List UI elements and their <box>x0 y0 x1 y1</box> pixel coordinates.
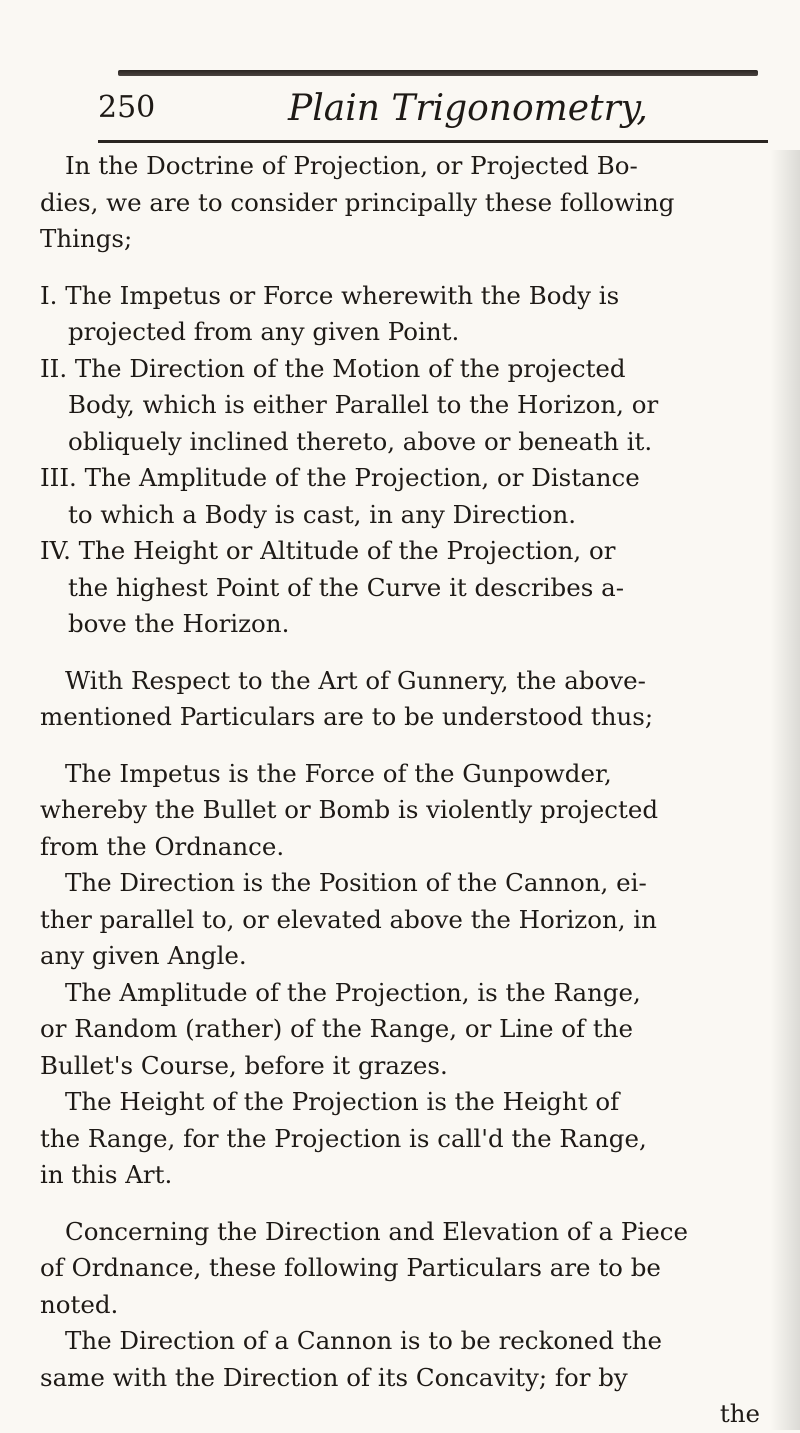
list-item-2: II. The Direction of the Motion of the projected <box>40 353 626 383</box>
paragraph-definitions <box>40 756 760 1194</box>
paragraph-ordnance <box>40 1214 760 1433</box>
text-line: whereby the Bullet or Bomb is violently projected <box>40 795 659 824</box>
list-item-1: I. The Impetus or Force wherewith the Body is <box>40 280 620 310</box>
text-line: The Impetus is the Force of the Gunpowder, <box>65 758 612 788</box>
header-rule <box>98 140 768 143</box>
paragraph-intro <box>40 148 760 258</box>
top-rule <box>118 70 758 76</box>
text-line: noted. <box>40 1289 119 1319</box>
page-number: 250 <box>98 90 156 125</box>
catchword: the <box>719 1399 760 1428</box>
text-line: ther parallel to, or elevated above the Horizon, in <box>40 904 657 934</box>
text-line: In the Doctrine of Projection, or Projected Bo- <box>65 151 638 180</box>
text-line: Things; <box>40 224 133 253</box>
text-line: any given Angle. <box>40 941 247 970</box>
text-line: The Height of the Projection is the Height of <box>65 1087 620 1116</box>
text-line: Concerning the Direction and Elevation of a Piece <box>65 1216 688 1246</box>
text-line: Body, which is either Parallel to the Horizon, or <box>68 390 659 419</box>
text-line: Bullet's Course, before it grazes. <box>40 1050 448 1080</box>
list-item-4: IV. The Height or Altitude of the Projection, or <box>40 536 616 565</box>
text-line: the highest Point of the Curve it describes a- <box>68 572 624 602</box>
text-line: or Random (rather) of the Range, or Line of the <box>40 1014 633 1043</box>
text-line: The Amplitude of the Projection, is the Range, <box>65 977 641 1007</box>
text-line: of Ordnance, these following Particulars are to be <box>40 1253 661 1282</box>
text-line: projected from any given Point. <box>68 317 460 346</box>
list-item-3: III. The Amplitude of the Projection, or Distance <box>40 463 640 492</box>
text-line: to which a Body is cast, in any Direction. <box>68 499 577 529</box>
numbered-list <box>40 278 760 643</box>
text-line: The Direction of a Cannon is to be reckoned the <box>65 1326 662 1355</box>
text-line: mentioned Particulars are to be understood thus; <box>40 702 654 731</box>
text-line: the Range, for the Projection is call'd the Range, <box>40 1123 647 1153</box>
text-line: same with the Direction of its Concavity; for by <box>40 1362 628 1392</box>
text-line: from the Ordnance. <box>40 831 285 861</box>
text-line: dies, we are to consider principally these following <box>40 187 675 217</box>
paragraph-gunnery <box>40 663 760 736</box>
text-line: bove the Horizon. <box>68 609 290 638</box>
page-edge-shadow <box>770 150 800 1430</box>
page-header <box>98 86 768 136</box>
text-line: With Respect to the Art of Gunnery, the above- <box>65 665 646 695</box>
running-title: Plain Trigonometry, <box>288 88 648 129</box>
text-line: in this Art. <box>40 1160 173 1189</box>
text-line: obliquely inclined thereto, above or beneath it. <box>68 426 653 456</box>
text-line: The Direction is the Position of the Cannon, ei- <box>65 868 647 897</box>
page-body <box>40 148 760 1433</box>
